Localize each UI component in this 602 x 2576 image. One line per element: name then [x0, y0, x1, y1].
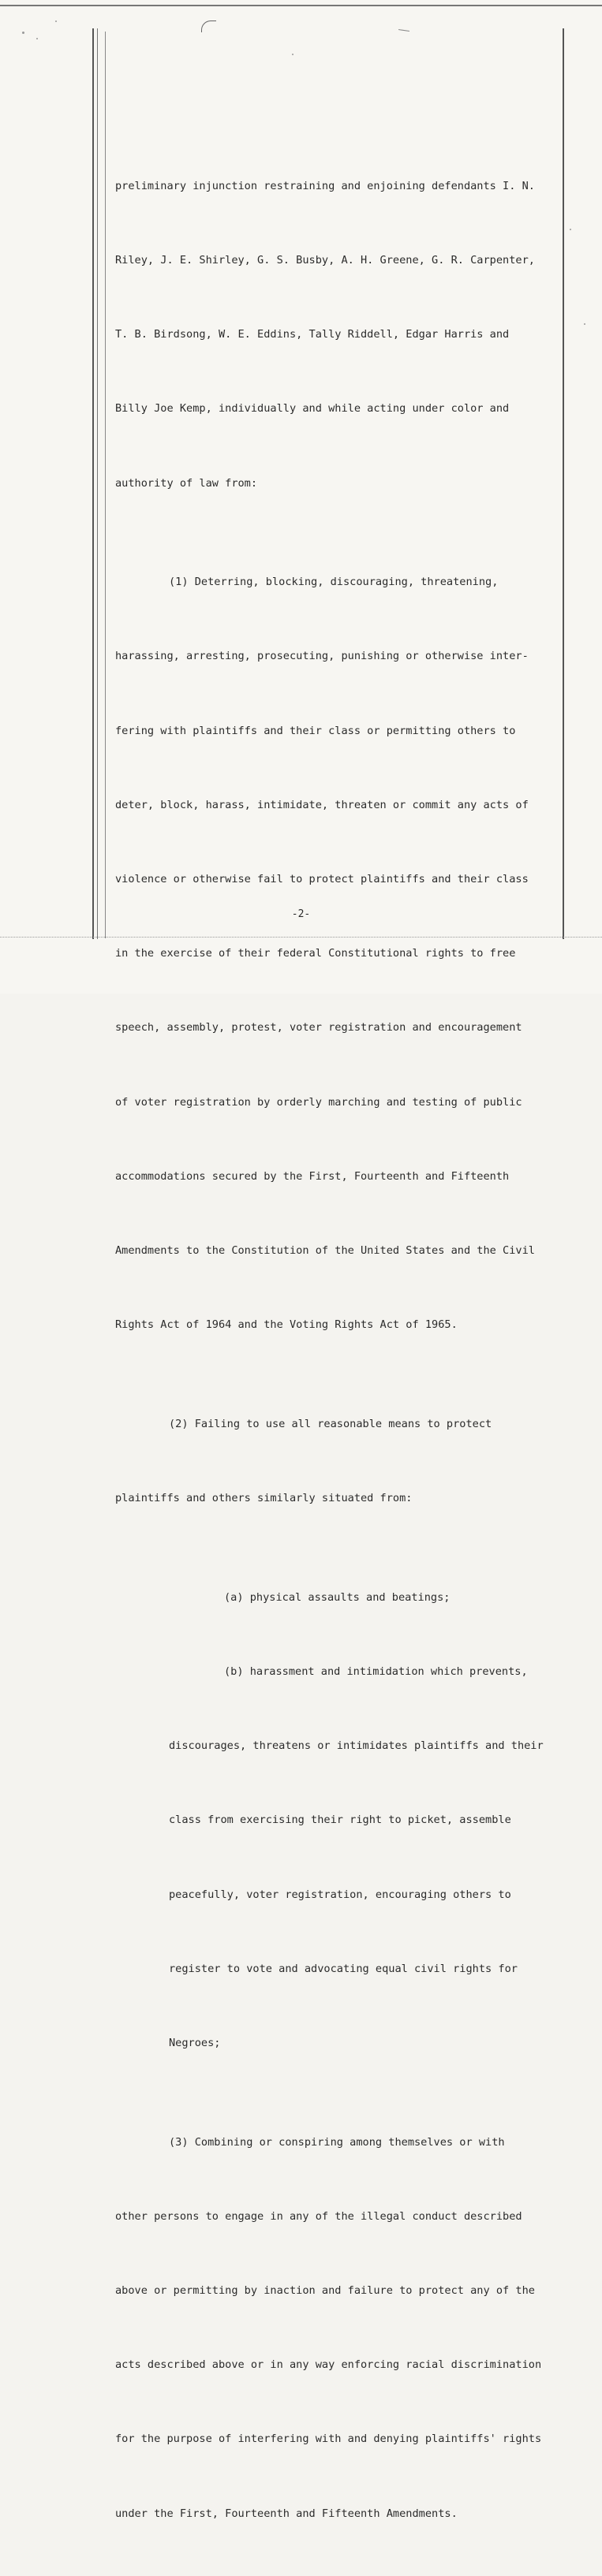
item-1-line: Amendments to the Constitution of the United States and the Civil [115, 1244, 535, 1258]
right-margin-rule [563, 28, 564, 939]
left-margin-rule-text [105, 32, 106, 938]
item-2a-line: (a) physical assaults and beatings; [224, 1590, 451, 1604]
item-2b-line: register to vote and advocating equal civil rights for [169, 1962, 518, 1975]
item-2-first-line: (2) Failing to use all reasonable means to protect [169, 1417, 492, 1430]
text-line: Riley, J. E. Shirley, G. S. Busby, A. H. Greene, G. R. Carpenter, [115, 254, 535, 267]
item-1-line: Rights Act of 1964 and the Voting Rights Act of 1965. [115, 1318, 458, 1332]
item-1-line: harassing, arresting, prosecuting, punishing or otherwise inter- [115, 650, 529, 663]
item-1-line: accommodations secured by the First, Fourteenth and Fifteenth [115, 1169, 510, 1183]
item-1-line: fering with plaintiffs and their class or permitting others to [115, 724, 516, 737]
item-2b-line: class from exercising their right to picket, assemble [169, 1814, 511, 1827]
item-2-line: plaintiffs and others similarly situated from: [115, 1492, 413, 1505]
top-rule [0, 5, 602, 6]
scan-speck [570, 229, 571, 230]
item-3-line: under the First, Fourteenth and Fifteenth Amendments. [115, 2507, 458, 2520]
item-1-line: violence or otherwise fail to protect plaintiffs and their class [115, 873, 529, 886]
item-1-line: in the exercise of their federal Constitutional rights to free [115, 947, 516, 960]
scan-mark-dash [398, 29, 409, 32]
item-2b-line: discourages, threatens or intimidates plaintiffs and their [169, 1739, 544, 1753]
scan-speck [22, 32, 24, 34]
item-3-line: for the purpose of interfering with and denying plaintiffs' rights [115, 2432, 542, 2446]
page-number: -2- [291, 908, 311, 920]
text-line: Billy Joe Kemp, individually and while acting under color and [115, 402, 510, 416]
item-1-line: deter, block, harass, intimidate, threaten or commit any acts of [115, 798, 529, 811]
item-2b-first-line: (b) harassment and intimidation which prevents, [224, 1665, 528, 1678]
document-body [115, 125, 562, 2576]
item-1-line: of voter registration by orderly marching and testing of public [115, 1095, 522, 1109]
item-2b-line: peacefully, voter registration, encouraging others to [169, 1888, 511, 1901]
item-3-first-line: (3) Combining or conspiring among themselves or with [169, 2135, 505, 2149]
item-3-line: other persons to engage in any of the illegal conduct described [115, 2209, 522, 2223]
scan-speck [292, 54, 294, 55]
item-3-line: acts described above or in any way enforcing racial discrimination [115, 2358, 542, 2372]
text-line: T. B. Birdsong, W. E. Eddins, Tally Riddell, Edgar Harris and [115, 328, 510, 341]
scan-mark [201, 21, 216, 32]
scan-speck [55, 21, 57, 22]
item-3-line: above or permitting by inaction and failure to protect any of the [115, 2283, 535, 2297]
item-2b-line: Negroes; [169, 2036, 221, 2049]
text-line: authority of law from: [115, 476, 258, 490]
left-margin-rule-inner [97, 28, 98, 939]
text-line: preliminary injunction restraining and enjoining defendants I. N. [115, 179, 535, 192]
scan-speck [36, 38, 38, 39]
scan-speck [584, 323, 585, 325]
item-1-line: speech, assembly, protest, voter registration and encouragement [115, 1021, 522, 1035]
left-margin-rule [92, 28, 94, 939]
item-1-first-line: (1) Deterring, blocking, discouraging, threatening, [169, 576, 499, 589]
